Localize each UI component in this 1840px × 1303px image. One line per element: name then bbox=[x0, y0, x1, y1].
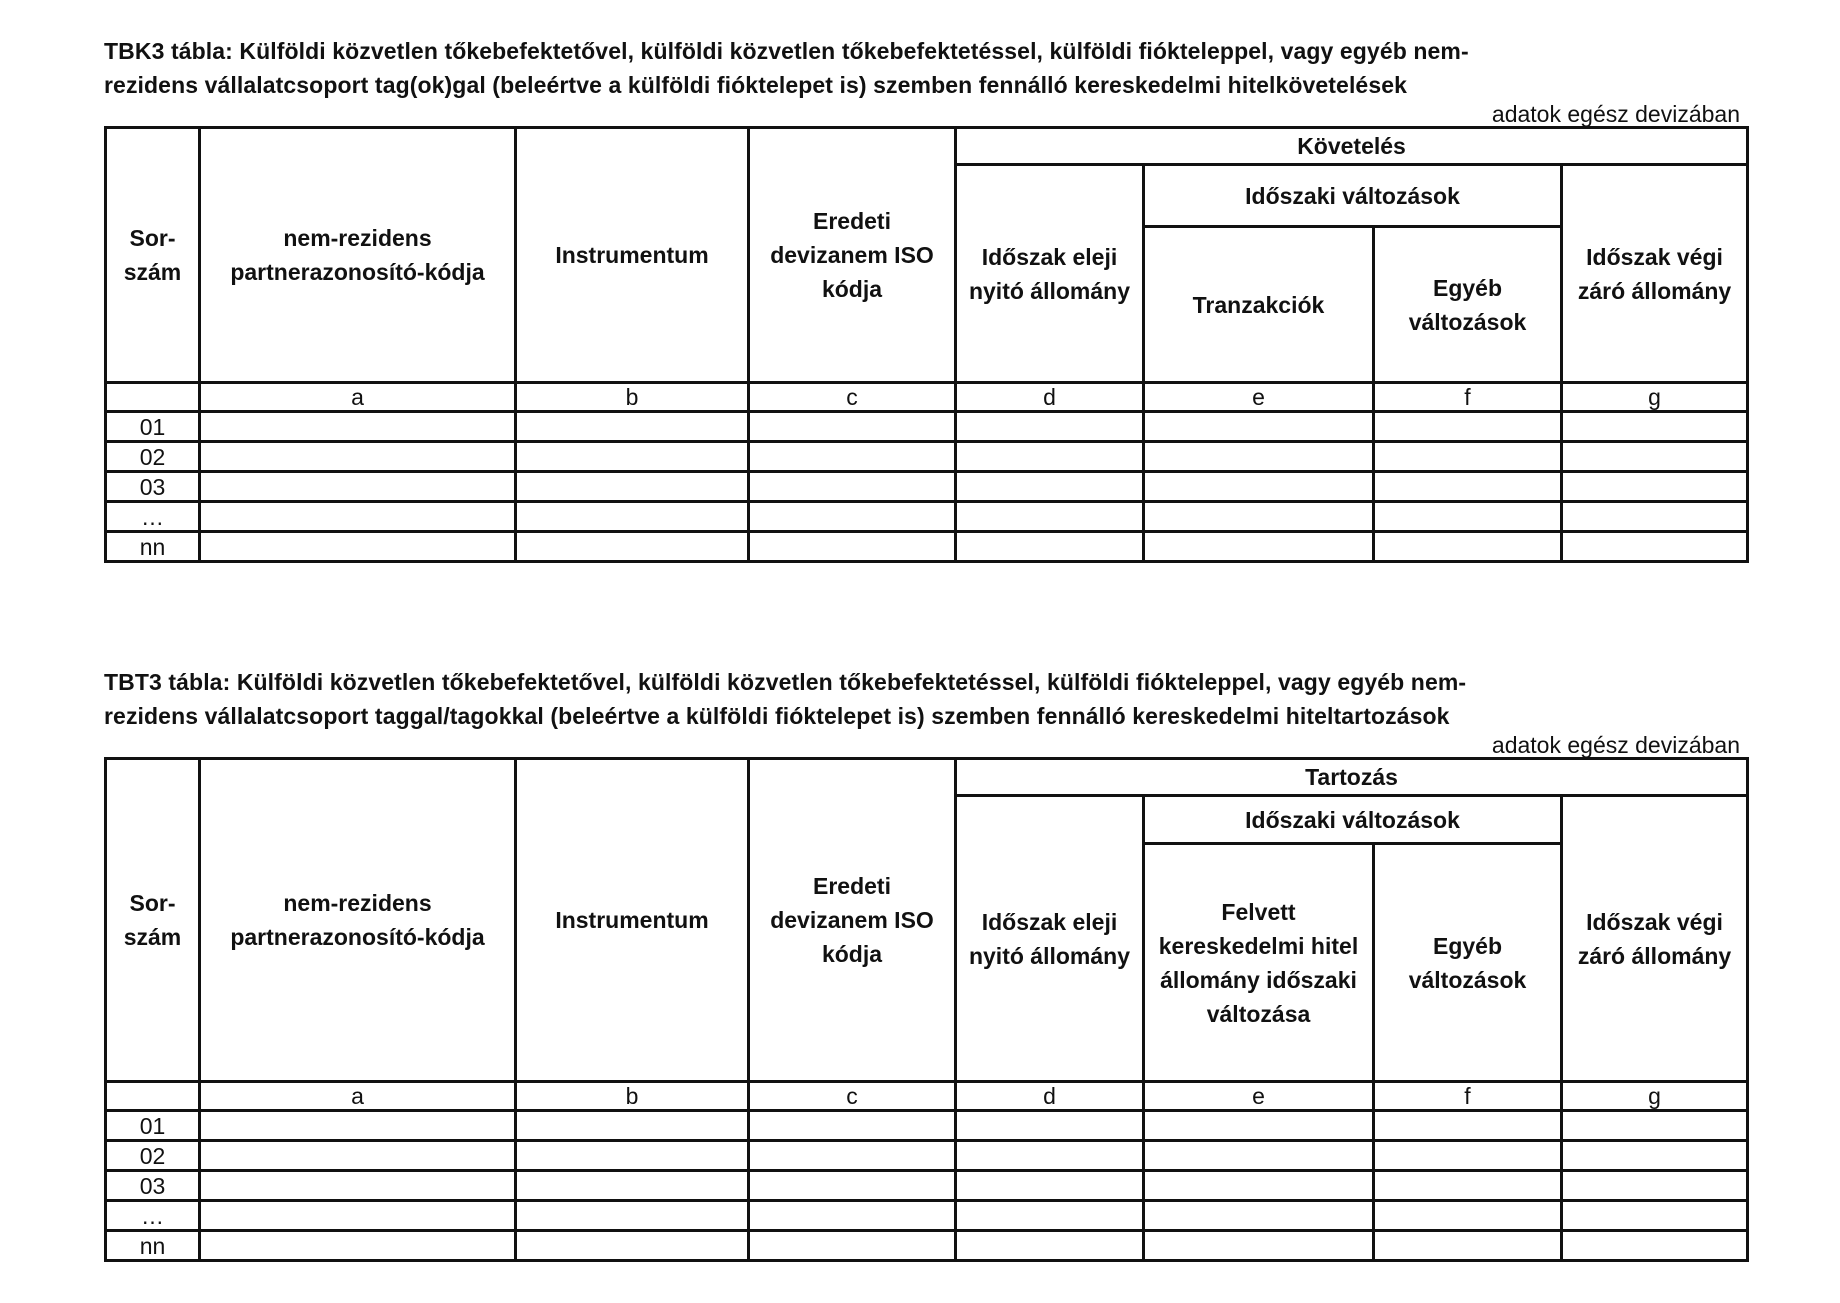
table-row bbox=[106, 1201, 1748, 1231]
data-cell[interactable] bbox=[956, 1231, 1144, 1261]
table-title-line2: rezidens vállalatcsoport tag(ok)gal (beleértve a külföldi fióktelepet is) szemben fennálló kereskedelmi hitelkövetelések bbox=[104, 72, 1407, 98]
data-cell[interactable] bbox=[1144, 532, 1374, 562]
data-cell[interactable] bbox=[200, 442, 516, 472]
data-table-tbt3 bbox=[104, 757, 1749, 1262]
column-letter-row bbox=[106, 1082, 1748, 1111]
data-cell[interactable] bbox=[200, 1141, 516, 1171]
data-cell[interactable] bbox=[1374, 1111, 1562, 1141]
data-cell[interactable] bbox=[1144, 1231, 1374, 1261]
data-cell[interactable] bbox=[1144, 1171, 1374, 1201]
letter-cell: g bbox=[1562, 1082, 1748, 1111]
letter-cell: c bbox=[749, 383, 956, 412]
col-header-partner: nem-rezidens partnerazonosító-kódja bbox=[200, 128, 516, 383]
letter-cell: g bbox=[1562, 383, 1748, 412]
data-cell[interactable] bbox=[200, 1201, 516, 1231]
data-cell[interactable] bbox=[956, 532, 1144, 562]
data-cell[interactable] bbox=[200, 1171, 516, 1201]
col-header-sorszam: Sor-szám bbox=[106, 128, 200, 383]
data-cell[interactable] bbox=[200, 1111, 516, 1141]
data-cell[interactable] bbox=[1374, 412, 1562, 442]
letter-cell: c bbox=[749, 1082, 956, 1111]
data-cell[interactable] bbox=[1144, 502, 1374, 532]
row-number: … bbox=[106, 1201, 200, 1231]
letter-cell: e bbox=[1144, 1082, 1374, 1111]
table-row bbox=[106, 412, 1748, 442]
data-cell[interactable] bbox=[200, 502, 516, 532]
data-cell[interactable] bbox=[516, 1201, 749, 1231]
data-cell[interactable] bbox=[516, 502, 749, 532]
table-title-line1: TBT3 tábla: Külföldi közvetlen tőkebefektetővel, külföldi közvetlen tőkebefektetéssel, külföldi fiókteleppel, vagy egyéb nem- bbox=[104, 669, 1467, 695]
data-cell[interactable] bbox=[956, 412, 1144, 442]
data-cell[interactable] bbox=[516, 1171, 749, 1201]
data-cell[interactable] bbox=[1562, 1141, 1748, 1171]
data-cell[interactable] bbox=[956, 1201, 1144, 1231]
col-header-transactions: Tranzakciók bbox=[1144, 227, 1374, 383]
col-header-opening: Időszak eleji nyitó állomány bbox=[956, 165, 1144, 383]
data-cell[interactable] bbox=[1562, 442, 1748, 472]
subgroup-header-changes: Időszaki változások bbox=[1144, 165, 1562, 227]
letter-cell: f bbox=[1374, 1082, 1562, 1111]
row-number: 01 bbox=[106, 412, 200, 442]
data-cell[interactable] bbox=[749, 1111, 956, 1141]
table-title-line1: TBK3 tábla: Külföldi közvetlen tőkebefektetővel, külföldi közvetlen tőkebefektetéssel, külföldi fiókteleppel, vagy egyéb nem- bbox=[104, 38, 1469, 64]
row-number: 02 bbox=[106, 442, 200, 472]
row-number: 03 bbox=[106, 1171, 200, 1201]
row-number: nn bbox=[106, 532, 200, 562]
letter-cell: a bbox=[200, 383, 516, 412]
table-row bbox=[106, 442, 1748, 472]
data-cell[interactable] bbox=[1562, 502, 1748, 532]
data-cell[interactable] bbox=[1144, 1201, 1374, 1231]
data-cell[interactable] bbox=[749, 442, 956, 472]
col-header-currency: Eredeti devizanem ISO kódja bbox=[749, 128, 956, 383]
data-cell[interactable] bbox=[749, 502, 956, 532]
data-cell[interactable] bbox=[1562, 1171, 1748, 1201]
col-header-currency: Eredeti devizanem ISO kódja bbox=[749, 759, 956, 1082]
table-row bbox=[106, 1231, 1748, 1261]
data-cell[interactable] bbox=[1562, 1201, 1748, 1231]
data-cell[interactable] bbox=[1562, 532, 1748, 562]
data-cell[interactable] bbox=[1562, 1111, 1748, 1141]
data-cell[interactable] bbox=[749, 532, 956, 562]
data-cell[interactable] bbox=[956, 472, 1144, 502]
data-cell[interactable] bbox=[200, 472, 516, 502]
row-number: nn bbox=[106, 1231, 200, 1261]
data-cell[interactable] bbox=[1374, 1141, 1562, 1171]
table-block-tbt3 bbox=[104, 665, 1746, 1262]
data-cell[interactable] bbox=[1144, 412, 1374, 442]
table-row bbox=[106, 472, 1748, 502]
table-title-line2: rezidens vállalatcsoport taggal/tagokkal (beleértve a külföldi fióktelepet is) szemben fennálló kereskedelmi hiteltartozások bbox=[104, 703, 1450, 729]
unit-note: adatok egész devizában bbox=[1491, 732, 1740, 758]
data-cell[interactable] bbox=[516, 472, 749, 502]
table-row bbox=[106, 1141, 1748, 1171]
unit-note: adatok egész devizában bbox=[1491, 101, 1740, 127]
data-table-tbk3 bbox=[104, 126, 1749, 563]
data-cell[interactable] bbox=[956, 502, 1144, 532]
data-cell[interactable] bbox=[956, 1111, 1144, 1141]
col-header-sorszam: Sor-szám bbox=[106, 759, 200, 1082]
letter-cell: b bbox=[516, 1082, 749, 1111]
col-header-instrument: Instrumentum bbox=[516, 128, 749, 383]
data-cell[interactable] bbox=[200, 532, 516, 562]
group-header-kovetelés: Követelés bbox=[956, 128, 1748, 165]
data-cell[interactable] bbox=[516, 412, 749, 442]
data-cell[interactable] bbox=[1374, 1231, 1562, 1261]
col-header-closing: Időszak végi záró állomány bbox=[1562, 165, 1748, 383]
data-cell[interactable] bbox=[1144, 472, 1374, 502]
letter-cell: d bbox=[956, 383, 1144, 412]
data-cell[interactable] bbox=[516, 1231, 749, 1261]
col-header-instrument: Instrumentum bbox=[516, 759, 749, 1082]
data-cell[interactable] bbox=[516, 1111, 749, 1141]
table-row bbox=[106, 1111, 1748, 1141]
data-cell[interactable] bbox=[1144, 442, 1374, 472]
letter-cell-empty bbox=[106, 383, 200, 412]
data-cell[interactable] bbox=[1374, 472, 1562, 502]
data-cell[interactable] bbox=[956, 442, 1144, 472]
letter-cell: b bbox=[516, 383, 749, 412]
letter-cell: f bbox=[1374, 383, 1562, 412]
data-cell[interactable] bbox=[1562, 1231, 1748, 1261]
data-cell[interactable] bbox=[749, 412, 956, 442]
col-header-other-changes: Egyéb változások bbox=[1374, 227, 1562, 383]
col-header-partner: nem-rezidens partnerazonosító-kódja bbox=[200, 759, 516, 1082]
letter-cell: e bbox=[1144, 383, 1374, 412]
table-row bbox=[106, 532, 1748, 562]
data-cell[interactable] bbox=[516, 532, 749, 562]
row-number: 01 bbox=[106, 1111, 200, 1141]
data-cell[interactable] bbox=[749, 1171, 956, 1201]
data-cell[interactable] bbox=[1562, 412, 1748, 442]
data-cell[interactable] bbox=[200, 1231, 516, 1261]
data-cell[interactable] bbox=[1144, 1141, 1374, 1171]
subgroup-header-changes: Időszaki változások bbox=[1144, 796, 1562, 844]
data-cell[interactable] bbox=[749, 1201, 956, 1231]
data-cell[interactable] bbox=[956, 1171, 1144, 1201]
data-cell[interactable] bbox=[1562, 472, 1748, 502]
table-row bbox=[106, 1171, 1748, 1201]
letter-cell-empty bbox=[106, 1082, 200, 1111]
column-letter-row bbox=[106, 383, 1748, 412]
row-number: 02 bbox=[106, 1141, 200, 1171]
table-block-tbk3 bbox=[104, 34, 1746, 563]
data-cell[interactable] bbox=[1374, 1201, 1562, 1231]
letter-cell: d bbox=[956, 1082, 1144, 1111]
col-header-opening: Időszak eleji nyitó állomány bbox=[956, 796, 1144, 1082]
data-cell[interactable] bbox=[1374, 442, 1562, 472]
letter-cell: a bbox=[200, 1082, 516, 1111]
data-cell[interactable] bbox=[749, 472, 956, 502]
data-cell[interactable] bbox=[516, 1141, 749, 1171]
col-header-transactions: Felvett kereskedelmi hitel állomány időszaki változása bbox=[1144, 844, 1374, 1082]
data-cell[interactable] bbox=[516, 442, 749, 472]
data-cell[interactable] bbox=[1374, 502, 1562, 532]
col-header-closing: Időszak végi záró állomány bbox=[1562, 796, 1748, 1082]
data-cell[interactable] bbox=[956, 1141, 1144, 1171]
col-header-other-changes: Egyéb változások bbox=[1374, 844, 1562, 1082]
row-number: … bbox=[106, 502, 200, 532]
group-header-tartozas: Tartozás bbox=[956, 759, 1748, 796]
table-row bbox=[106, 502, 1748, 532]
data-cell[interactable] bbox=[749, 1231, 956, 1261]
data-cell[interactable] bbox=[1144, 1111, 1374, 1141]
row-number: 03 bbox=[106, 472, 200, 502]
data-cell[interactable] bbox=[200, 412, 516, 442]
data-cell[interactable] bbox=[1374, 532, 1562, 562]
data-cell[interactable] bbox=[749, 1141, 956, 1171]
data-cell[interactable] bbox=[1374, 1171, 1562, 1201]
